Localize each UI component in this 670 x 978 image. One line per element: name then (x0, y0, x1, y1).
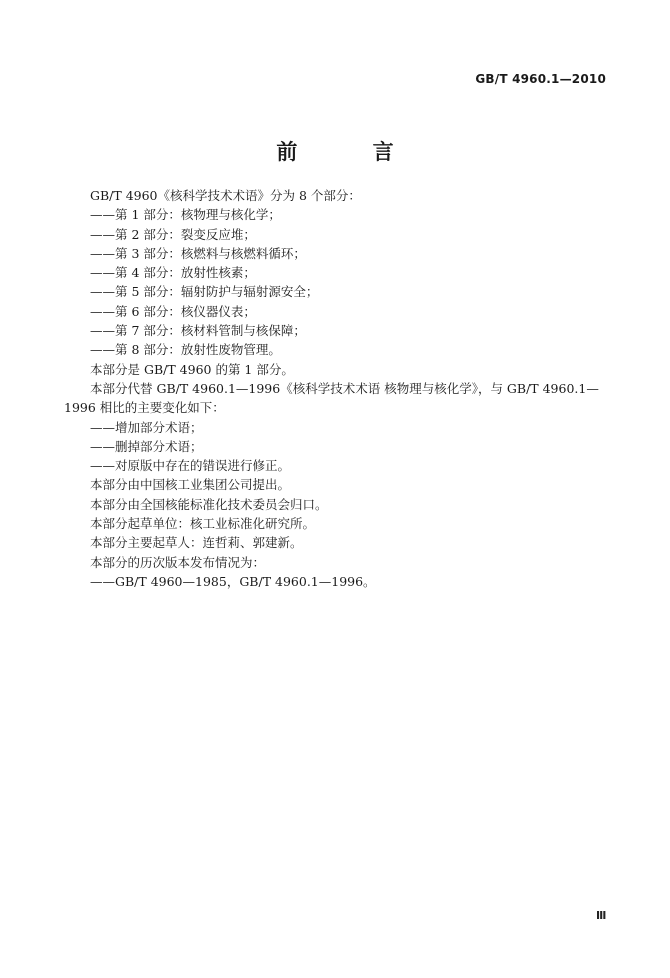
part-item: ——第 1 部分：核物理与核化学； (90, 207, 281, 223)
change-item: ——删掉部分术语； (90, 438, 203, 454)
proposed-by-paragraph: 本部分由中国核工业集团公司提出。 (90, 477, 291, 493)
page-number: Ⅲ (596, 909, 607, 922)
part-item: ——第 2 部分：裂变反应堆； (90, 226, 256, 242)
part-item: ——第 6 部分：核仪器仪表； (90, 303, 256, 319)
part-item: ——第 8 部分：放射性废物管理。 (90, 342, 281, 358)
part-item: ——第 4 部分：放射性核素； (90, 265, 256, 281)
replaces-paragraph: 本部分代替 GB/T 4960.1—1996《核科学技术术语 核物理与核化学》，与 GB/T 4960.1—1996 相比的主要变化如下： (64, 380, 599, 416)
this-part-paragraph: 本部分是 GB/T 4960 的第 1 部分。 (90, 361, 294, 377)
foreword-body (64, 186, 605, 591)
drafting-unit-paragraph: 本部分起草单位：核工业标准化研究所。 (90, 516, 316, 532)
standard-number: GB/T 4960.1—2010 (475, 72, 606, 86)
part-item: ——第 7 部分：核材料管制与核保障； (90, 323, 306, 339)
intro-paragraph: GB/T 4960《核科学技术术语》分为 8 个部分： (90, 188, 361, 203)
part-item: ——第 5 部分：辐射防护与辐射源安全； (90, 284, 319, 300)
history-item: ——GB/T 4960—1985，GB/T 4960.1—1996。 (90, 573, 376, 589)
change-item: ——增加部分术语； (90, 419, 203, 435)
drafters-paragraph: 本部分主要起草人：连哲莉、郭建新。 (90, 535, 303, 551)
part-item: ——第 3 部分：核燃料与核燃料循环； (90, 245, 306, 261)
page-title: 前 言 (276, 139, 428, 164)
change-item: ——对原版中存在的错误进行修正。 (90, 458, 291, 474)
history-intro-paragraph: 本部分的历次版本发布情况为： (90, 554, 266, 570)
centralized-by-paragraph: 本部分由全国核能标准化技术委员会归口。 (90, 496, 328, 512)
